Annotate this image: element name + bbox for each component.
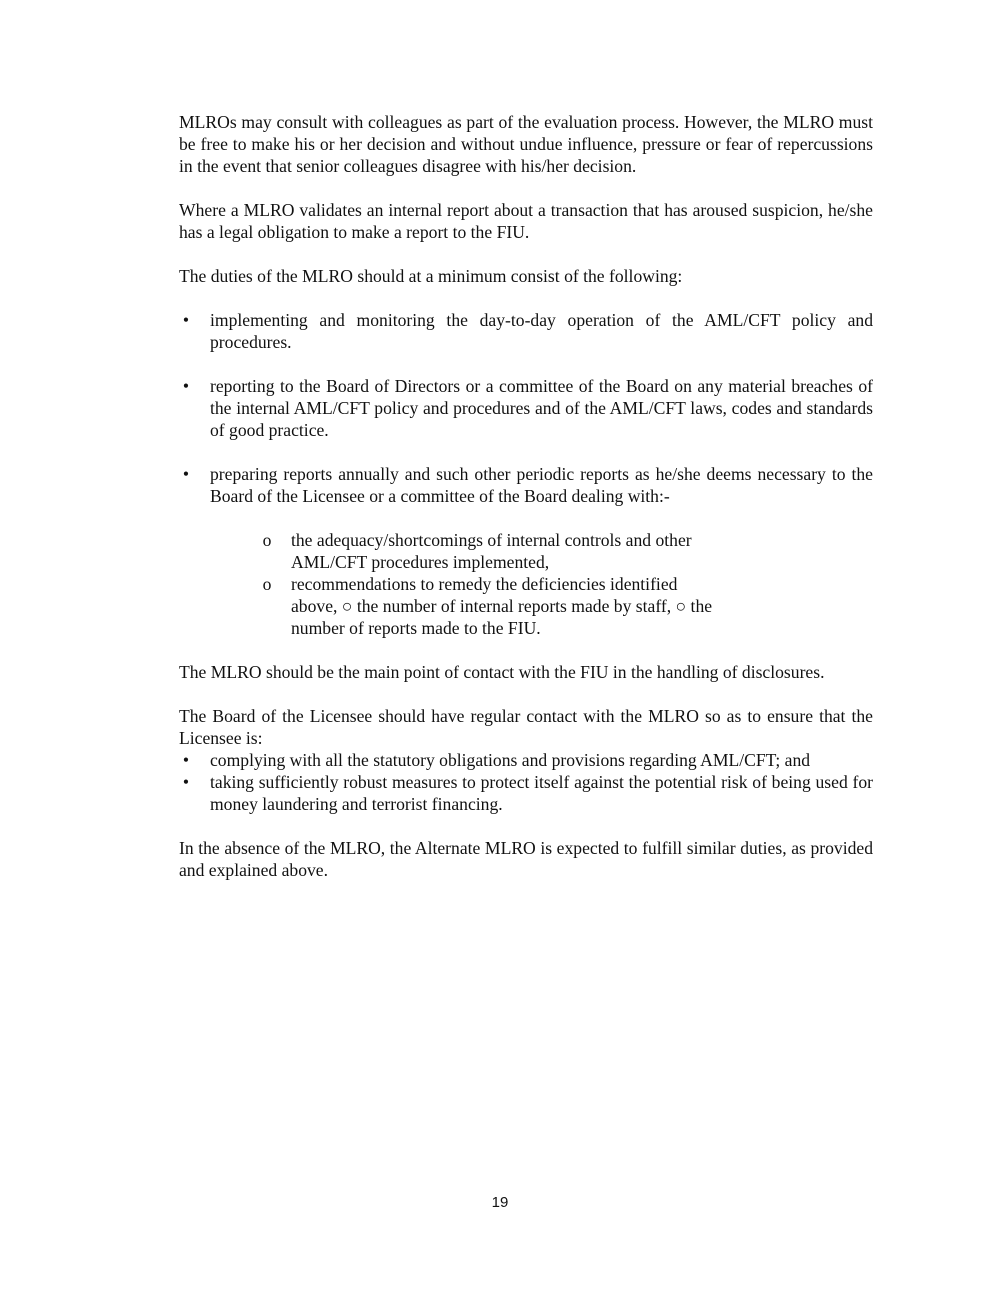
sub-list-continuation (260, 617, 764, 639)
paragraph-duties-intro: The duties of the MLRO should at a minimum consist of the following: (179, 266, 683, 286)
page-number: 19 (491, 1194, 509, 1211)
duty-text: preparing reports annually and such other periodic reports as he/she deems necessary to the Board of the Licensee or a committee of the Board dealing with:- (210, 464, 873, 506)
sub-item-text: number of reports made to the FIU. (291, 618, 541, 638)
sub-item-text: recommendations to remedy the deficiencies identified (291, 574, 678, 594)
list-item (179, 463, 873, 639)
list-item (179, 309, 873, 353)
circle-bullet-icon: o (262, 530, 272, 550)
sub-item-text: AML/CFT procedures implemented, (291, 552, 550, 572)
bullet-icon: • (182, 464, 190, 484)
list-item (179, 771, 873, 815)
list-item (179, 749, 873, 771)
document-page (179, 111, 873, 881)
licensee-item-text: complying with all the statutory obligations and provisions regarding AML/CFT; and (210, 750, 811, 770)
sub-list-item (260, 529, 764, 551)
paragraph-evaluation: MLROs may consult with colleagues as part of the evaluation process. However, the MLRO must be free to make his or her decision and without undue influence, pressure or fear of repercussions in the event that senior colleagues disagree with his/her decision. (179, 112, 873, 176)
licensee-list (179, 749, 873, 815)
bullet-icon: • (182, 376, 190, 396)
sub-item-text: the adequacy/shortcomings of internal controls and other (291, 530, 692, 550)
sub-item-text: above, ○ the number of internal reports made by staff, ○ the (291, 596, 713, 616)
paragraph-board-contact: The Board of the Licensee should have regular contact with the MLRO so as to ensure that the Licensee is: (179, 706, 873, 748)
paragraph-legal-obligation: Where a MLRO validates an internal report about a transaction that has aroused suspicion, he/she has a legal obligation to make a report to the FIU. (179, 200, 873, 242)
sub-list-item (260, 573, 764, 595)
duty-text: reporting to the Board of Directors or a committee of the Board on any material breaches of the internal AML/CFT policy and procedures and of the AML/CFT laws, codes and standards of good practice. (210, 376, 873, 440)
bullet-icon: • (182, 750, 190, 770)
duties-list (179, 309, 873, 639)
paragraph-alternate-mlro: In the absence of the MLRO, the Alternate MLRO is expected to fulfill similar duties, as provided and explained above. (179, 838, 873, 880)
circle-bullet-icon: o (262, 574, 272, 594)
sub-list-continuation (260, 595, 764, 617)
licensee-item-text: taking sufficiently robust measures to protect itself against the potential risk of being used for money laundering and terrorist financing. (210, 772, 873, 814)
bullet-icon: • (182, 772, 190, 792)
reports-sublist (210, 529, 794, 639)
sub-list-continuation (260, 551, 764, 573)
bullet-icon: • (182, 310, 190, 330)
duty-text: implementing and monitoring the day-to-day operation of the AML/CFT policy and procedures. (210, 310, 873, 352)
paragraph-point-of-contact: The MLRO should be the main point of contact with the FIU in the handling of disclosures. (179, 662, 825, 682)
list-item (179, 375, 873, 441)
